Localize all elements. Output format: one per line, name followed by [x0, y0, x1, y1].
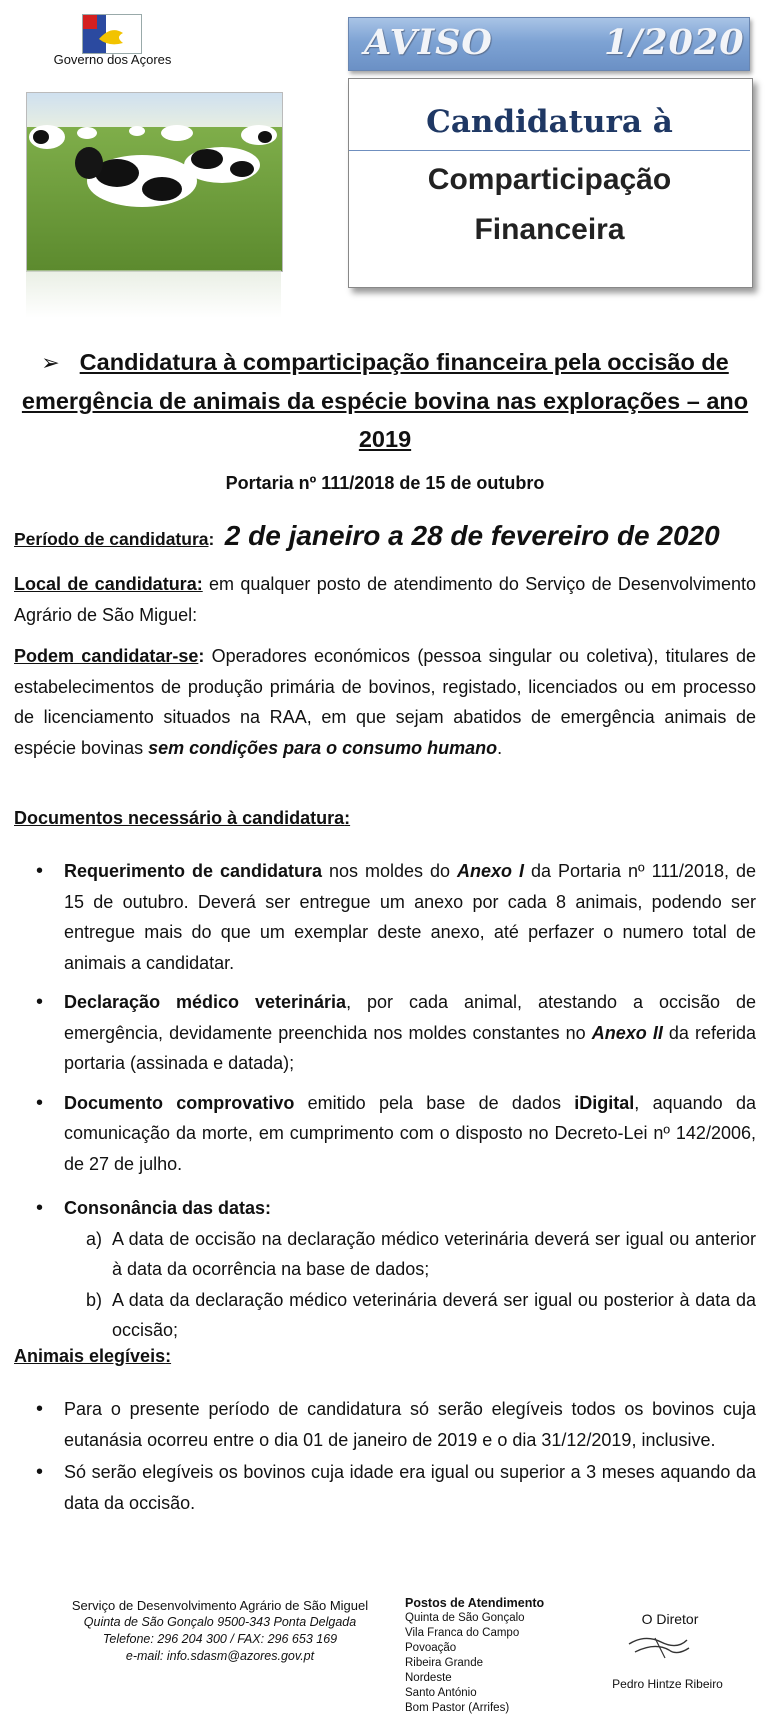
list-item: Nordeste: [405, 1672, 452, 1684]
sub-item-text: A data da declaração médico veterinária deverá ser igual ou posterior à data da occisão;: [112, 1289, 756, 1340]
azores-flag-logo: [82, 14, 142, 54]
government-logo-text: Governo dos Açores: [53, 52, 172, 67]
sub-item-letter: b): [86, 1289, 103, 1310]
arrow-bullet-icon: ➢: [41, 350, 60, 375]
podem-text: Operadores económicos (pessoa singular ou coletiva), titulares de estabelecimentos de produção primária de bovinos, registado, licenciados ou em processo de licenciamento situados na RAA, em que sejam abatidos de emergência animais de espécie bovinas: [14, 646, 756, 758]
director-name: Pedro Hintze Ribeiro: [612, 1677, 723, 1691]
list-item: [14, 1394, 756, 1455]
documentos-list: [14, 856, 756, 1346]
list-item: [14, 1457, 756, 1518]
elegiveis-title-text: Animais elegíveis: [14, 1346, 166, 1366]
bullet-dot-icon: •: [36, 1461, 44, 1483]
periodo-candidatura: [14, 520, 756, 552]
footer-email: e-mail: info.sdasm@azores.gov.pt: [125, 1649, 315, 1663]
documentos-title-text: Documentos necessário à candidatura: [14, 808, 345, 828]
photo-reflection: [26, 270, 281, 318]
list-item: Vila Franca do Campo: [405, 1627, 520, 1639]
item-bold: Documento comprovativo: [64, 1092, 295, 1113]
local-text: em qualquer posto de atendimento do Serviço de Desenvolvimento Agrário de São Miguel:: [14, 574, 756, 625]
aviso-label: AVISO: [364, 22, 493, 63]
footer-service-info: [40, 1597, 400, 1665]
periodo-value: 2 de janeiro a 28 de fevereiro de 2020: [224, 520, 720, 551]
item-database: iDigital: [574, 1092, 635, 1113]
footer-address: Quinta de São Gonçalo 9500-343 Ponta Delgada: [83, 1615, 357, 1629]
bullet-dot-icon: •: [36, 1398, 44, 1420]
item-text: da referida portaria (assinada e datada);: [64, 1022, 757, 1073]
consonancia-title: Consonância das datas:: [64, 1198, 272, 1218]
documentos-colon: :: [344, 808, 351, 828]
list-item: [14, 987, 756, 1079]
list-item: [14, 856, 756, 978]
item-annex: Anexo I: [457, 861, 525, 881]
periodo-label: Período de candidatura: [14, 529, 209, 549]
podem-end: .: [497, 737, 503, 758]
headline-text: Candidatura à comparticipação financeira pela occisão de emergência de animais da espécie bovina nas explorações – ano 2019: [21, 349, 749, 452]
podem-candidatar: [14, 641, 756, 763]
item-text: , por cada animal, atestando a occisão de emergência, devidamente preenchida nos moldes constantes no: [64, 992, 756, 1043]
portaria-reference: Portaria nº 111/2018 de 15 de outubro: [225, 473, 545, 493]
item-bold: Declaração médico veterinária: [64, 992, 347, 1012]
item-text: Para o presente período de candidatura só serão elegíveis todos os bovinos cuja eutanásia ocorreu entre o dia 01 de janeiro de 2019 e o dia 31/12/2019, inclusive.: [64, 1399, 756, 1450]
sub-item-letter: a): [86, 1228, 103, 1249]
sub-item-text: A data de occisão na declaração médico veterinária deverá ser igual ou anterior à data da ocorrência na base de dados;: [112, 1228, 756, 1279]
subtitle-line-1: Comparticipação: [427, 163, 672, 196]
elegiveis-list: [14, 1394, 756, 1518]
periodo-colon: :: [208, 529, 215, 549]
podem-emphasis: sem condições para o consumo humano: [148, 737, 498, 758]
list-item: Ribeira Grande: [405, 1657, 483, 1669]
candidatura-box-title: Candidatura à: [426, 104, 673, 140]
cows-photo: [26, 92, 283, 272]
item-text: emitido pela base de dados: [294, 1092, 575, 1113]
item-bold: Requerimento de candidatura: [64, 861, 323, 881]
item-text: da Portaria nº 111/2018, de 15 de outubro. Deverá ser entregue um anexo por cada 8 animais, podendo ser entregue mais do que um exemplar deste anexo, até perfazer o numero total de animais a candidatar.: [64, 861, 756, 973]
footer-postos: [405, 1596, 585, 1716]
elegiveis-title: [14, 1346, 171, 1367]
list-item: Bom Pastor (Arrifes): [405, 1702, 510, 1714]
bullet-dot-icon: •: [36, 860, 44, 882]
elegiveis-colon: :: [165, 1346, 172, 1366]
list-item: [14, 1193, 756, 1224]
sub-item: [14, 1224, 756, 1285]
signature-icon: [625, 1630, 695, 1666]
list-item: [14, 1088, 756, 1180]
bullet-dot-icon: •: [36, 1197, 44, 1219]
azores-flag-icon: [83, 15, 141, 53]
local-label: Local de candidatura:: [14, 574, 203, 594]
subtitle-line-2: Financeira: [474, 213, 625, 246]
candidatura-box-rule: [349, 150, 750, 151]
headline: [14, 343, 756, 458]
list-item: Povoação: [405, 1642, 457, 1654]
list-item: Santo António: [405, 1687, 477, 1699]
local-candidatura: [14, 569, 756, 630]
candidatura-box-subtitle: [348, 155, 751, 255]
footer-phone: Telefone: 296 204 300 / FAX: 296 653 169: [102, 1632, 338, 1646]
item-text: Só serão elegíveis os bovinos cuja idade era igual ou superior a 3 meses aquando da data da occisão.: [64, 1462, 756, 1513]
podem-colon: :: [198, 646, 205, 666]
handwritten-signature: [625, 1630, 695, 1666]
sub-item: [14, 1285, 756, 1346]
footer-service-name: Serviço de Desenvolvimento Agrário de São Miguel: [71, 1598, 369, 1613]
cows-pasture-image: [27, 93, 282, 271]
item-annex: Anexo II: [591, 1022, 663, 1043]
podem-label: Podem candidatar-se: [14, 646, 199, 666]
postos-title: Postos de Atendimento: [405, 1596, 545, 1610]
list-item: Quinta de São Gonçalo: [405, 1612, 525, 1624]
documentos-title: [14, 808, 350, 829]
item-text: , aquando da comunicação da morte, em cumprimento com o disposto no Decreto-Lei nº 142/2006, de 27 de julho.: [64, 1092, 756, 1174]
bullet-dot-icon: •: [36, 1091, 44, 1114]
bullet-dot-icon: •: [36, 991, 44, 1013]
aviso-number: 1/2020: [604, 22, 745, 63]
item-text: nos moldes do: [322, 861, 458, 881]
director-title: O Diretor: [641, 1611, 699, 1627]
